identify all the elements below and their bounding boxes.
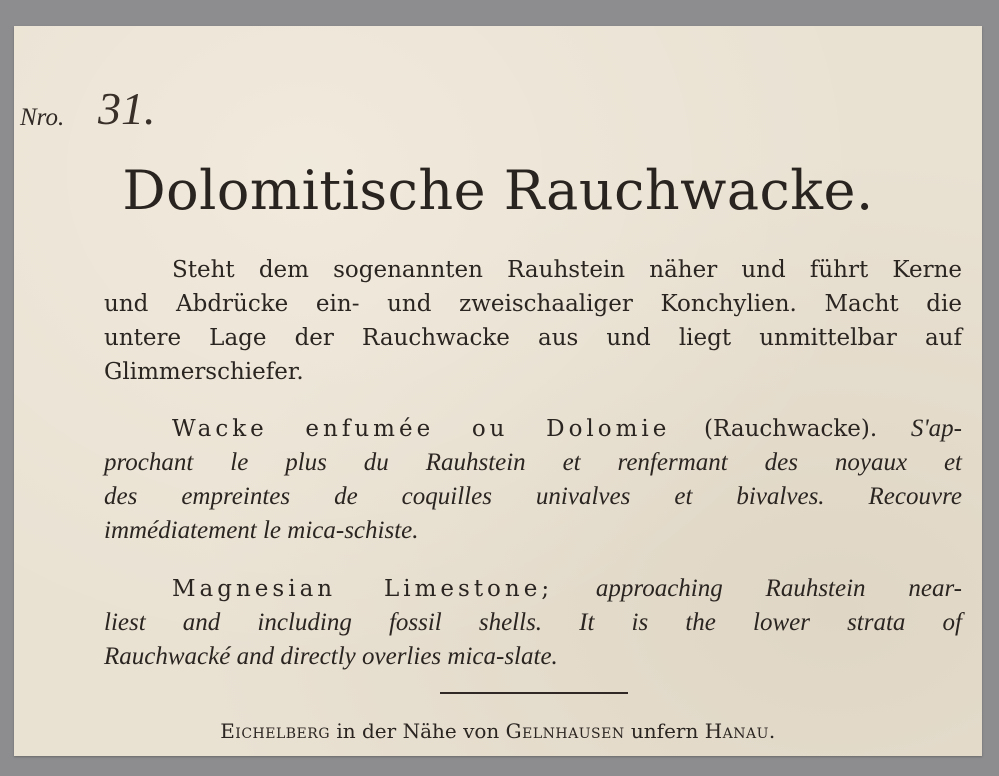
specimen-label (14, 26, 982, 756)
locality-line (14, 719, 982, 743)
english-line (104, 572, 962, 606)
german-line: Glimmerschiefer. (104, 359, 304, 385)
german-line: Steht dem sogenannten Rauhstein näher und führt Kerne (172, 257, 962, 283)
german-line: und Abdrücke ein- und zweischaaliger Konchylien. Macht die (104, 291, 962, 317)
french-lead: Wacke enfumée ou Dolomie (172, 416, 671, 442)
german-line: untere Lage der Rauchwacke aus und liegt unmittelbar auf (104, 325, 962, 351)
french-line (104, 412, 962, 446)
label-title: Dolomitische Rauchwacke. (122, 159, 874, 222)
german-description (104, 253, 962, 389)
locality-text: in der Nähe von (330, 719, 506, 743)
label-number (20, 83, 156, 134)
locality-place: Gelnhausen (505, 719, 625, 743)
french-line: prochant le plus du Rauhstein et renfermant des noyaux et (104, 449, 962, 476)
english-italic-start: approaching Rauhstein near- (553, 575, 963, 602)
number-prefix: Nro. (20, 104, 65, 131)
divider-rule (440, 692, 628, 694)
locality-place: Hanau. (704, 719, 776, 743)
french-paren: (Rauchwacke). (670, 416, 911, 442)
english-description (104, 572, 962, 674)
french-line: immédiatement le mica-schiste. (104, 517, 419, 544)
french-italic-start: S'ap- (910, 415, 962, 442)
locality-text: unfern (624, 719, 705, 743)
english-line: liest and including fossil shells. It is the lower strata of (104, 609, 962, 636)
french-line: des empreintes de coquilles univalves et bivalves. Recouvre (104, 483, 962, 510)
handwritten-number: 31. (98, 83, 156, 134)
english-lead: Magnesian Limestone; (172, 576, 554, 602)
french-description (104, 412, 962, 548)
locality-place: Eichelberg (220, 719, 331, 743)
english-line: Rauchwacké and directly overlies mica-slate. (104, 643, 558, 670)
